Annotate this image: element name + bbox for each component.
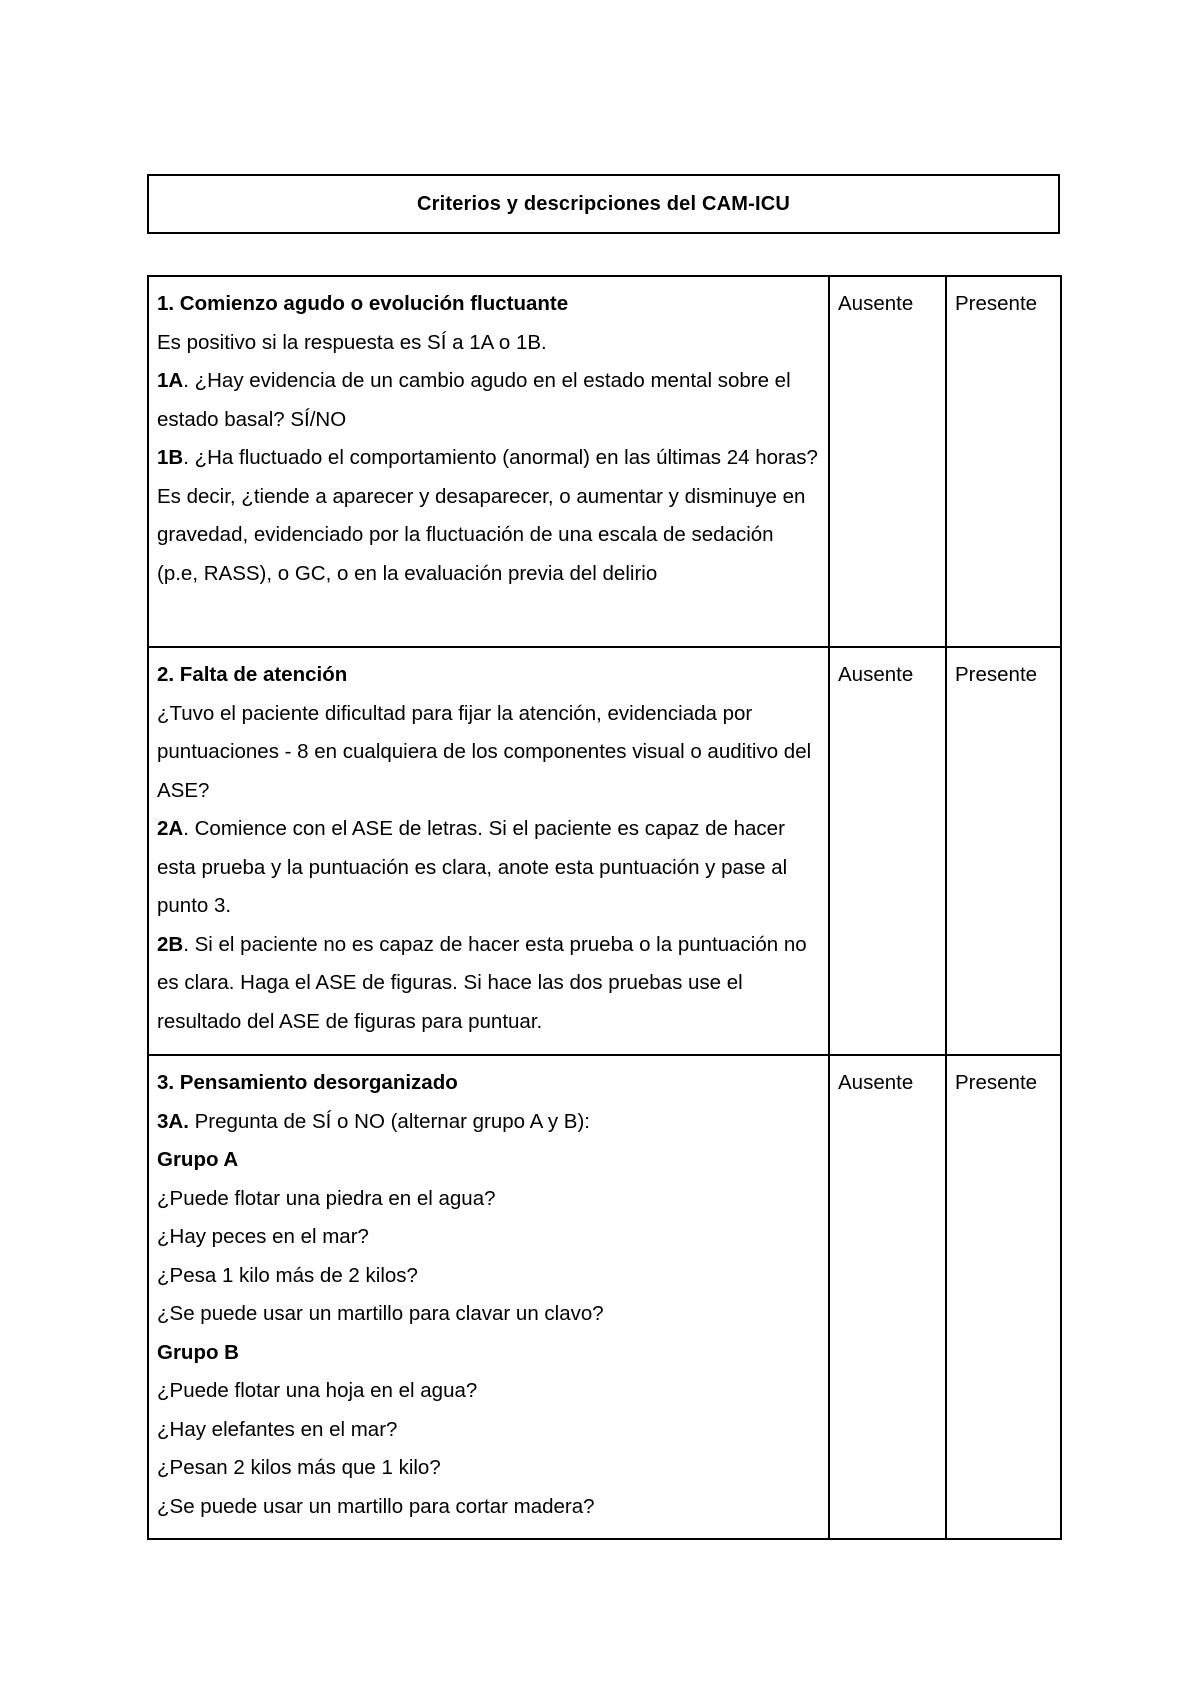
option-present-label: Presente xyxy=(955,1071,1038,1094)
option-absent-label: Ausente xyxy=(838,1071,914,1094)
question-item: ¿Se puede usar un martillo para cortar madera? xyxy=(157,1494,595,1518)
criterion-intro: ¿Tuvo el paciente dificultad para fijar la atención, evidenciada por puntuaciones - 8 en cualquiera de los componentes visual o auditivo del ASE? xyxy=(157,701,812,802)
sub-item-label: 3A. xyxy=(157,1109,189,1133)
sub-item-text: . Comience con el ASE de letras. Si el paciente es capaz de hacer esta prueba y la puntuación es clara, anote esta puntuación y pase al punto 3. xyxy=(157,817,788,917)
sub-item-text: . ¿Hay evidencia de un cambio agudo en el estado mental sobre el estado basal? SÍ/NO xyxy=(157,369,791,431)
criterion-description xyxy=(148,276,829,647)
option-present-label: Presente xyxy=(955,663,1038,686)
option-present xyxy=(946,1055,1061,1539)
document-title-text: Criterios y descripciones del CAM-ICU xyxy=(416,192,791,215)
criterion-heading: 3. Pensamiento desorganizado xyxy=(157,1071,458,1094)
sub-item-1a xyxy=(157,362,820,439)
sub-item-3a xyxy=(157,1103,820,1142)
sub-item-text: Pregunta de SÍ o NO (alternar grupo A y B): xyxy=(188,1109,591,1133)
document-title xyxy=(147,174,1060,234)
option-absent xyxy=(829,276,946,647)
sub-item-text: . Si el paciente no es capaz de hacer esta prueba o la puntuación no es clara. Haga el ASE de figuras. Si hace las dos pruebas use el resultado del ASE de figuras para puntuar. xyxy=(157,932,807,1033)
group-b-label: Grupo B xyxy=(157,1340,239,1364)
criterion-row-2 xyxy=(148,647,1061,1055)
group-a-label: Grupo A xyxy=(157,1148,239,1171)
sub-item-text: . ¿Ha fluctuado el comportamiento (anormal) en las últimas 24 horas? Es decir, ¿tiende a aparecer y desaparecer, o aumentar y disminuye en gravedad, evidenciado por la fluctuación de una escala de sedación (p.e, RASS), o GC, o en la evaluación previa del delirio xyxy=(157,446,818,585)
option-absent-label: Ausente xyxy=(838,663,914,686)
criterion-row-3 xyxy=(148,1055,1061,1539)
question-item: ¿Hay peces en el mar? xyxy=(157,1225,369,1248)
option-present xyxy=(946,276,1061,647)
option-absent xyxy=(829,1055,946,1539)
option-present-label: Presente xyxy=(955,292,1038,315)
option-absent-label: Ausente xyxy=(838,292,914,315)
question-item: ¿Se puede usar un martillo para clavar un clavo? xyxy=(157,1302,604,1325)
question-item: ¿Pesan 2 kilos más que 1 kilo? xyxy=(157,1456,441,1479)
criterion-intro: Es positivo si la respuesta es SÍ a 1A o 1B. xyxy=(157,330,547,354)
question-item: ¿Pesa 1 kilo más de 2 kilos? xyxy=(157,1263,418,1287)
criterion-description xyxy=(148,647,829,1055)
sub-item-label: 1B xyxy=(157,446,184,469)
sub-item-1b xyxy=(157,439,820,593)
sub-item-2a xyxy=(157,810,820,926)
question-item: ¿Hay elefantes en el mar? xyxy=(157,1417,398,1441)
criterion-heading: 2. Falta de atención xyxy=(157,663,348,686)
criterion-heading: 1. Comienzo agudo o evolución fluctuante xyxy=(157,292,569,315)
option-absent xyxy=(829,647,946,1055)
sub-item-2b xyxy=(157,926,820,1042)
sub-item-label: 1A xyxy=(157,369,184,392)
question-item: ¿Puede flotar una piedra en el agua? xyxy=(157,1186,496,1210)
option-present xyxy=(946,647,1061,1055)
criterion-row-1 xyxy=(148,276,1061,647)
criteria-table xyxy=(147,275,1062,1540)
sub-item-label: 2B xyxy=(157,932,184,956)
question-item: ¿Puede flotar una hoja en el agua? xyxy=(157,1379,478,1402)
sub-item-label: 2A xyxy=(157,817,184,840)
criterion-description xyxy=(148,1055,829,1539)
